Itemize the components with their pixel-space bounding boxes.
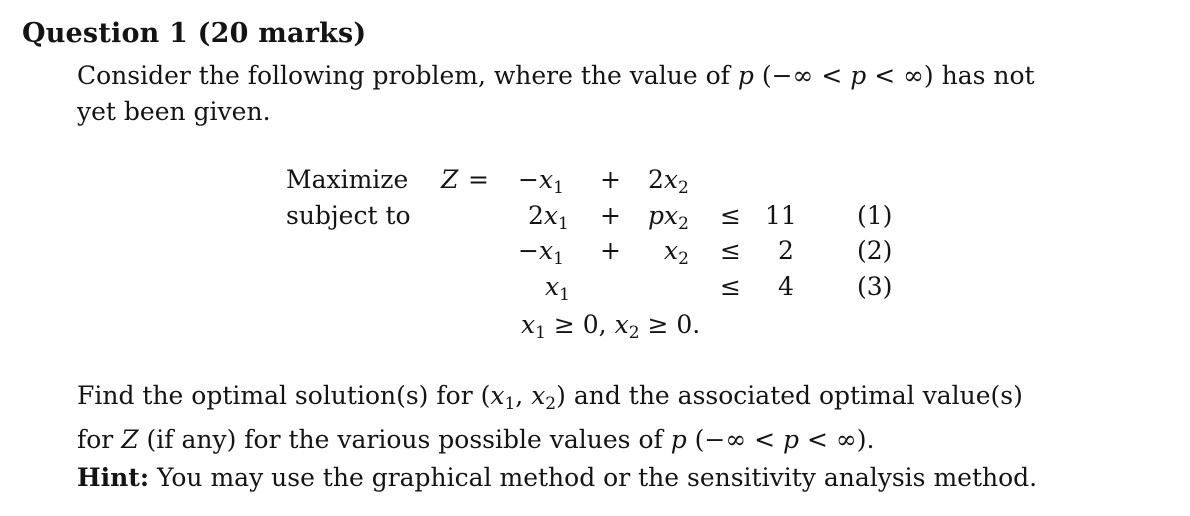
task-paragraph: Find the optimal solution(s) for ($x_1$, $x_2$) and the associated optimal value(s) for Z (if any) for the various possible values of p (−∞ < p < ∞). xyxy=(77,381,1023,454)
c1-tag: (1) xyxy=(857,201,893,230)
c2-term2: $x_2$ xyxy=(664,236,689,269)
objective-op: + xyxy=(600,165,621,194)
c2-rel: ≤ xyxy=(720,236,741,265)
hint-text: You may use the graphical method or the sensitivity analysis method. xyxy=(149,463,1038,492)
intro-range-close: < ∞) has not xyxy=(866,61,1035,90)
c1-term2: $px_2$ xyxy=(648,201,689,234)
c3-tag: (3) xyxy=(857,272,893,301)
intro-p-2: p xyxy=(850,61,867,90)
intro-line2: yet been given. xyxy=(77,97,271,126)
c1-rel: ≤ xyxy=(720,201,741,230)
objective-Z: Z xyxy=(441,165,459,194)
hint-label: Hint: xyxy=(77,463,150,492)
c2-term1: $-x_1$ xyxy=(518,236,564,269)
task-text-b: ) and the associated optimal value(s) xyxy=(556,381,1023,410)
c3-rel: ≤ xyxy=(720,272,741,301)
hint-paragraph xyxy=(77,460,1137,496)
c1-rhs: 11 xyxy=(765,201,797,230)
intro-range-open: (−∞ < xyxy=(753,61,851,90)
maximize-label: Maximize xyxy=(286,165,409,194)
intro-text: Consider the following problem, where the value of xyxy=(77,61,738,90)
c1-op: + xyxy=(600,201,621,230)
question-title: Question 1 (20 marks) xyxy=(22,18,367,49)
c2-rhs: 2 xyxy=(778,236,794,265)
objective-eq: = xyxy=(468,165,489,194)
task-Z: Z xyxy=(121,425,139,454)
c1-term1: $2x_1$ xyxy=(528,201,569,234)
nonnegativity: $x_1 \ge 0$, $x_2 \ge 0$. xyxy=(521,310,701,343)
c3-rhs: 4 xyxy=(778,272,794,301)
intro-p: p xyxy=(737,61,754,90)
c2-op: + xyxy=(600,236,621,265)
objective-term1: $-x_1$ xyxy=(518,165,564,198)
c3-term1: $x_1$ xyxy=(545,272,570,305)
objective-term2: $2x_2$ xyxy=(648,165,689,198)
subject-to-label: subject to xyxy=(286,201,411,230)
task-text-a: Find the optimal solution(s) for ( xyxy=(77,381,491,410)
intro-paragraph xyxy=(77,58,1137,130)
c2-tag: (2) xyxy=(857,236,893,265)
